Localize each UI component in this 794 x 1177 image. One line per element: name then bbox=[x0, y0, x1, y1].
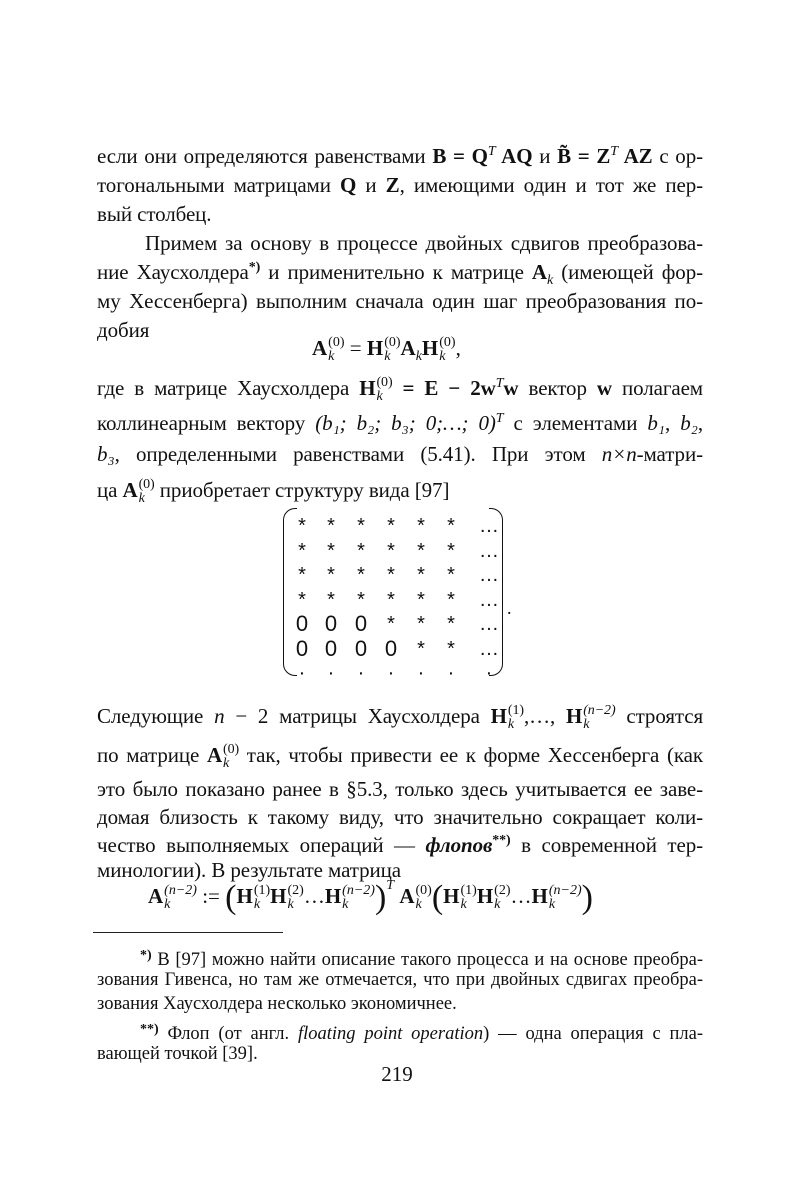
matrix-cell: * bbox=[327, 515, 335, 537]
matrix-cell: … bbox=[479, 613, 499, 635]
matrix-cell: * bbox=[447, 637, 455, 660]
math-b2: b₂ bbox=[680, 411, 698, 435]
matrix-cell: * bbox=[357, 588, 365, 611]
math-householder-def: = E − 2w bbox=[392, 376, 496, 400]
matrix-cell: … bbox=[479, 637, 499, 660]
text: ) — одна операция с пла- bbox=[483, 1024, 704, 1044]
text: -матри- bbox=[636, 442, 703, 466]
footnote-separator bbox=[93, 932, 283, 933]
matrix-cell: * bbox=[417, 588, 425, 611]
text: приобретает структуру вида [97] bbox=[154, 478, 450, 502]
text-line bbox=[97, 856, 703, 884]
matrix-cell: * bbox=[387, 613, 395, 635]
matrix-cell: * bbox=[417, 613, 425, 635]
text-line bbox=[97, 440, 703, 468]
matrix-cell: … bbox=[479, 588, 499, 611]
text: зования Гивенса, но там же отмечается, что при двойных сдвигах преобра- bbox=[97, 970, 703, 990]
text-line: ца A (0) k приобретает структуру вида [97] bbox=[97, 477, 450, 507]
math-H: H bbox=[490, 704, 507, 728]
matrix-cell: * bbox=[387, 539, 395, 562]
matrix-cell: · bbox=[327, 662, 335, 684]
matrix-cell: … bbox=[479, 539, 499, 562]
text-line bbox=[97, 171, 703, 199]
matrix-cell: · bbox=[485, 662, 493, 684]
text: в современной тер- bbox=[510, 833, 703, 857]
text: коллинеарным вектору bbox=[97, 411, 316, 435]
math-A: A bbox=[206, 743, 223, 767]
math-b3: b₃ bbox=[97, 442, 115, 466]
text: с ор- bbox=[652, 144, 703, 168]
matrix-cell: * bbox=[387, 515, 395, 537]
math-w: w bbox=[596, 376, 612, 400]
text-line bbox=[97, 258, 703, 289]
math-A: A bbox=[531, 260, 547, 284]
matrix-cell: 0 bbox=[295, 635, 309, 661]
text: где в матрице Хаусхолдера bbox=[97, 376, 360, 400]
matrix-cell: * bbox=[298, 564, 306, 586]
text-line: по матрице A (0) k так, чтобы привести ее к форме Хессенберга (как bbox=[97, 742, 703, 772]
text: добия bbox=[97, 318, 150, 342]
math-Q: Q bbox=[340, 173, 357, 197]
text-line bbox=[97, 803, 703, 831]
footnote-marker[interactable]: *) bbox=[248, 260, 261, 275]
matrix-cell: * bbox=[327, 564, 335, 586]
footnote-1-line bbox=[97, 992, 703, 1016]
text-line bbox=[97, 831, 703, 859]
text: Следующие bbox=[97, 704, 215, 728]
matrix-cell: … bbox=[479, 515, 499, 537]
matrix-cell: * bbox=[298, 539, 306, 562]
matrix-cell: · bbox=[387, 662, 395, 684]
text: домая близость к такому виду, что значительно сокращает коли- bbox=[97, 805, 703, 829]
matrix-cell: * bbox=[447, 539, 455, 562]
matrix-cell: * bbox=[387, 588, 395, 611]
matrix-cell: … bbox=[479, 564, 499, 586]
text: строятся bbox=[615, 704, 703, 728]
matrix-cell: * bbox=[447, 515, 455, 537]
matrix-cell: · bbox=[417, 662, 425, 684]
matrix-cell: · bbox=[357, 662, 365, 684]
text: В [97] можно найти описание такого процесса и на основе преобра- bbox=[151, 950, 703, 970]
text: если они определяются равенствами bbox=[97, 144, 433, 168]
math-b1: b₁ bbox=[647, 411, 666, 435]
text: ца bbox=[97, 478, 123, 502]
matrix-cell: · bbox=[298, 662, 306, 684]
math-btilde-eq: B̃ = $Z^T$ AZ bbox=[557, 144, 653, 168]
math-H: H bbox=[566, 704, 583, 728]
term-flops: флопов bbox=[425, 833, 493, 857]
text-line bbox=[97, 775, 703, 803]
matrix-cell: * bbox=[357, 539, 365, 562]
text-line bbox=[97, 200, 703, 228]
footnote-marker[interactable]: **) bbox=[492, 833, 511, 848]
text: (имеющей фор- bbox=[553, 260, 703, 284]
page-number: 219 bbox=[381, 1062, 413, 1086]
text: му Хессенберга) выполним сначала один шаг преобразования по- bbox=[97, 289, 703, 313]
footnote-marker: *) bbox=[140, 948, 152, 963]
text: вый столбец. bbox=[97, 202, 212, 226]
matrix-cell: 0 bbox=[354, 611, 368, 636]
matrix-cell: * bbox=[387, 564, 395, 586]
matrix-cell: * bbox=[417, 515, 425, 537]
text: зования Хаусхолдера несколько экономичнее. bbox=[97, 994, 457, 1014]
text: − 2 матрицы Хаусхолдера bbox=[224, 704, 491, 728]
matrix-cell: * bbox=[447, 613, 455, 635]
matrix-cell: 0 bbox=[324, 611, 338, 636]
text: по матрице bbox=[97, 743, 207, 767]
math-b-eq: $B = Q^T$ AQ bbox=[432, 144, 533, 168]
text: чество выполняемых операций — bbox=[97, 833, 426, 857]
text: минологии). В результате матрица bbox=[97, 858, 401, 882]
text: и bbox=[532, 144, 558, 168]
text-line bbox=[97, 287, 703, 315]
math-A: A bbox=[122, 478, 138, 502]
subscript: k bbox=[547, 273, 554, 289]
equation-hessenberg-result: A (n−2) k := (H (1) k H (2) k …H (n−2) k )$^T$ A (0) k (H (1) k H (2) k …H (n−2) k ) bbox=[148, 878, 593, 917]
math-H: H bbox=[359, 376, 376, 400]
trailing-period: . bbox=[507, 598, 512, 618]
structure-matrix bbox=[283, 508, 512, 684]
text: Примем за основу в процессе двойных сдвигов преобразова- bbox=[145, 231, 703, 255]
math-vector: (b₁; b₂; b₃; 0;…; 0) bbox=[315, 411, 496, 435]
matrix-cell: * bbox=[298, 588, 306, 611]
matrix-cell: 0 bbox=[384, 635, 398, 661]
math-nxn: n×n bbox=[601, 442, 637, 466]
text: , определенными равенствами (5.41). При этом bbox=[114, 442, 602, 466]
text: , имеющими один и тот же пер- bbox=[399, 173, 703, 197]
matrix-cell: · bbox=[447, 662, 455, 684]
text: полагаем bbox=[611, 376, 703, 400]
text: и применительно к матрице bbox=[260, 260, 532, 284]
text-line: коллинеарным вектору (b₁; b₂; b₃; 0;…; 0)$^T$ с элементами b₁, b₂, bbox=[97, 411, 703, 435]
matrix-cell: * bbox=[417, 637, 425, 660]
matrix-cell: * bbox=[357, 515, 365, 537]
text-line: Следующие n − 2 матрицы Хаусхолдера H (1) k ,…, H (n−2) k строятся bbox=[97, 703, 703, 733]
text-line: где в матрице Хаусхолдера H (0) k = $E - 2w^Tw$ вектор w полагаем bbox=[97, 375, 703, 405]
text-line bbox=[145, 229, 703, 257]
text: вающей точкой [39]. bbox=[97, 1044, 258, 1064]
matrix-cell: * bbox=[327, 588, 335, 611]
matrix-cell: * bbox=[298, 515, 306, 537]
term-english: floating point operation bbox=[297, 1024, 484, 1044]
text: так, чтобы привести ее к форме Хессенберга (как bbox=[239, 743, 703, 767]
text: с элементами bbox=[503, 411, 648, 435]
matrix-cell: 0 bbox=[354, 635, 368, 661]
text: Флоп (от англ. bbox=[158, 1024, 298, 1044]
equation-similarity: A (0) k = H (0) k $A_kH$ (0) k , bbox=[312, 335, 461, 365]
matrix-cell: 0 bbox=[324, 635, 338, 661]
matrix-cell: * bbox=[357, 564, 365, 586]
text-line bbox=[97, 142, 703, 170]
matrix-cell: * bbox=[417, 539, 425, 562]
footnote-marker: **) bbox=[140, 1022, 159, 1037]
matrix-cell: * bbox=[327, 539, 335, 562]
footnote-1-line bbox=[97, 968, 703, 992]
matrix-cell: * bbox=[417, 564, 425, 586]
text: вектор bbox=[518, 376, 597, 400]
matrix-cell: * bbox=[447, 588, 455, 611]
matrix-cell: * bbox=[447, 564, 455, 586]
matrix-cell: 0 bbox=[295, 611, 309, 636]
text: тогональными матрицами bbox=[97, 173, 341, 197]
text: это было показано ранее в §5.3, только здесь учитывается ее заве- bbox=[97, 777, 703, 801]
math-Z: Z bbox=[385, 173, 400, 197]
text: ние Хаусхолдера bbox=[97, 260, 249, 284]
text: и bbox=[356, 173, 386, 197]
